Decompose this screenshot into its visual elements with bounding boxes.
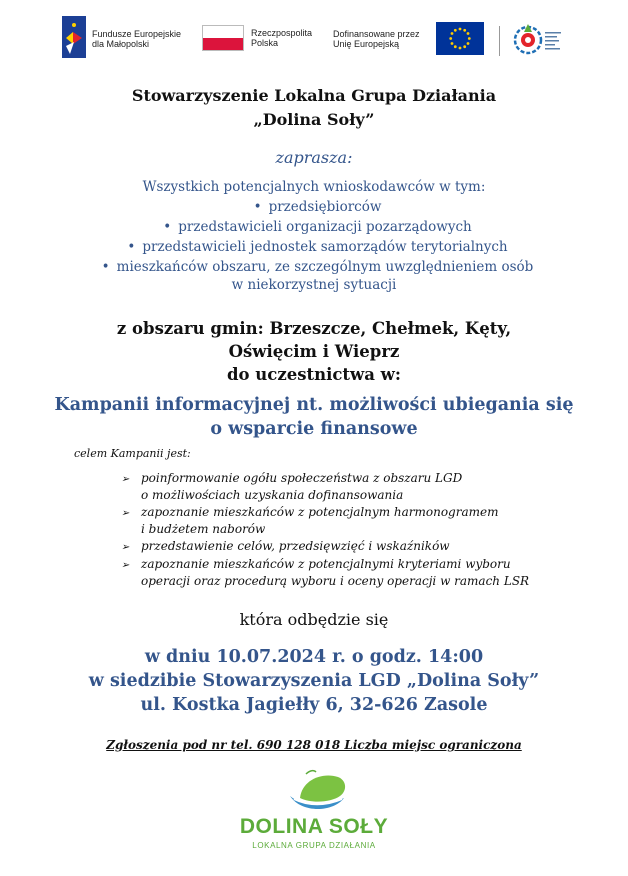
org-name-line2: „Dolina Soły” xyxy=(253,110,375,129)
area-line3: do uczestnictwa w: xyxy=(227,365,401,384)
fe-logo-text xyxy=(92,29,181,49)
invites-heading: zaprasza: xyxy=(275,148,353,167)
goal-line: operacji oraz procedurą wyboru i oceny operacji w ramach LSR xyxy=(141,574,530,588)
dolina-soly-logo-icon xyxy=(288,768,356,816)
footer-brand: DOLINA SOŁY xyxy=(239,815,389,838)
goal-line: zapoznanie mieszkańców z potencjalnymi kryteriami wyboru xyxy=(141,557,511,571)
campaign-line1: Kampanii informacyjnej nt. możliwości ubiegania się xyxy=(54,395,574,415)
goal-line: zapoznanie mieszkańców z potencjalnym harmonogramem xyxy=(141,505,499,519)
logo-divider xyxy=(499,26,500,56)
bullet-icon: • xyxy=(101,259,110,275)
goal-line: poinformowanie ogółu społeczeństwa z obszaru LGD xyxy=(141,471,463,485)
attendee-item-label: przedsiębiorców xyxy=(268,199,382,215)
goal-line: i budżetem naborów xyxy=(141,522,266,536)
goal-item xyxy=(121,470,561,504)
registration-note: Zgłoszenia pod nr tel. 690 128 018 Liczba miejsc ograniczona xyxy=(106,738,522,752)
campaign-line2: o wsparcie finansowe xyxy=(210,419,418,439)
rp-line1: Rzeczpospolita xyxy=(251,28,313,38)
area-line2: Oświęcim i Wieprz xyxy=(228,342,400,361)
goals-intro: celem Kampanii jest: xyxy=(74,447,191,460)
attendee-item-label: mieszkańców obszaru, ze szczególnym uwzględnieniem osób xyxy=(116,259,534,275)
goal-item xyxy=(121,556,561,590)
goal-line: o możliwościach uzyskania dofinansowania xyxy=(141,488,404,502)
eu-logo-text xyxy=(333,29,420,49)
arrow-bullet-icon: ➢ xyxy=(121,542,130,553)
goal-item xyxy=(121,504,561,538)
attendee-item-continuation: w niekorzystnej sytuacji xyxy=(231,277,397,293)
eu-flag-icon xyxy=(436,22,484,55)
polish-flag-icon xyxy=(202,25,244,51)
attendee-item-label: przedstawicieli jednostek samorządów terytorialnych xyxy=(142,239,508,255)
bullet-icon: • xyxy=(127,239,136,255)
attendee-item-label: przedstawicieli organizacji pozarządowych xyxy=(178,219,472,235)
attendee-item xyxy=(0,238,628,257)
rp-line2: Polska xyxy=(251,38,279,48)
fe-line1: Fundusze Europejskie xyxy=(92,29,182,39)
bullet-icon: • xyxy=(163,219,172,235)
fe-line2: dla Małopolski xyxy=(92,39,150,49)
area-line1: z obszaru gmin: Brzeszcze, Chełmek, Kęty, xyxy=(116,319,512,338)
org-name-line1: Stowarzyszenie Lokalna Grupa Działania xyxy=(131,86,497,105)
arrow-bullet-icon: ➢ xyxy=(121,508,130,519)
rp-logo-text xyxy=(251,28,312,48)
goal-item xyxy=(121,538,561,556)
attendee-item xyxy=(0,218,628,237)
event-intro: która odbędzie się xyxy=(239,610,389,629)
bullet-icon: • xyxy=(253,199,262,215)
footer-brand-sub: LOKALNA GRUPA DZIAŁANIA xyxy=(252,841,376,850)
regional-program-logo-icon xyxy=(513,20,573,60)
logo-bar xyxy=(0,14,628,66)
attendee-item xyxy=(0,198,628,217)
arrow-bullet-icon: ➢ xyxy=(121,560,130,571)
attendee-item xyxy=(0,258,628,277)
eu-line1: Dofinansowane przez xyxy=(333,29,420,39)
eu-line2: Unię Europejską xyxy=(333,39,400,49)
arrow-bullet-icon: ➢ xyxy=(121,474,130,485)
goal-line: przedstawienie celów, przedsięwzięć i wskaźników xyxy=(141,539,450,553)
event-place: w siedzibie Stowarzyszenia LGD „Dolina Soły” xyxy=(88,671,540,691)
event-address: ul. Kostka Jagiełły 6, 32-626 Zasole xyxy=(140,695,488,715)
attendees-intro: Wszystkich potencjalnych wnioskodawców w tym: xyxy=(142,179,486,195)
goals-list xyxy=(121,470,561,590)
event-date: w dniu 10.07.2024 r. o godz. 14:00 xyxy=(144,647,484,667)
fundusze-europejskie-logo-icon xyxy=(62,16,86,58)
